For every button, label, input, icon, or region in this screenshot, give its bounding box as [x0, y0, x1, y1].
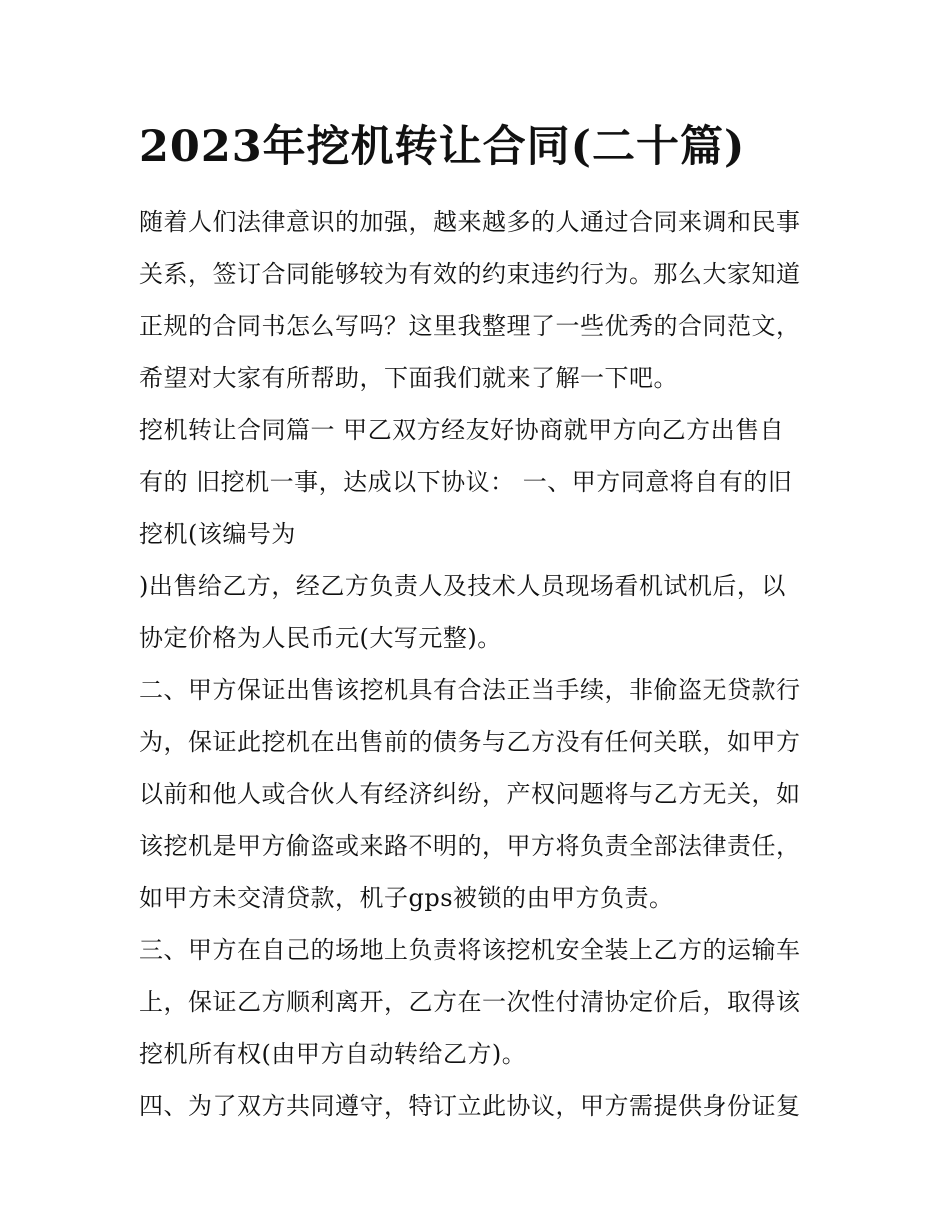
text-line: 挖机所有权(由甲方自动转给乙方)。	[139, 1040, 527, 1068]
text-line: 希望对大家有所帮助，下面我们就来了解一下吧。	[139, 364, 678, 392]
document-body	[139, 196, 819, 1132]
text-line: 二、甲方保证出售该挖机具有合法正当手续，非偷盗无贷款行	[139, 676, 801, 704]
text-line: 三、甲方在自己的场地上负责将该挖机安全装上乙方的运输车	[139, 936, 801, 964]
text-line: 该挖机是甲方偷盗或来路不明的，甲方将负责全部法律责任，	[139, 832, 801, 860]
text-line: 四、为了双方共同遵守，特订立此协议，甲方需提供身份证复	[139, 1092, 801, 1120]
text-line: )出售给乙方，经乙方负责人及技术人员现场看机试机后，以	[139, 572, 786, 600]
text-line: 正规的合同书怎么写吗？这里我整理了一些优秀的合同范文，	[139, 312, 801, 340]
text-line: 挖机(该编号为	[139, 520, 296, 548]
text-line: 以前和他人或合伙人有经济纠纷，产权问题将与乙方无关，如	[139, 780, 801, 808]
text-line: 挖机转让合同篇一 甲乙双方经友好协商就甲方向乙方出售自	[139, 416, 785, 444]
text-line: 如甲方未交清贷款，机子gps被锁的由甲方负责。	[139, 884, 674, 912]
text-line: 有的 旧挖机一事，达成以下协议： 一、甲方同意将自有的旧	[139, 468, 793, 496]
document-title: 2023年挖机转让合同(二十篇)	[139, 122, 746, 172]
text-line: 为，保证此挖机在出售前的债务与乙方没有任何关联，如甲方	[139, 728, 801, 756]
text-line: 协定价格为人民币元(大写元整)。	[139, 624, 502, 652]
text-line: 随着人们法律意识的加强，越来越多的人通过合同来调和民事	[139, 208, 801, 236]
text-line: 上，保证乙方顺利离开，乙方在一次性付清协定价后，取得该	[139, 988, 801, 1016]
text-line: 关系，签订合同能够较为有效的约束违约行为。那么大家知道	[139, 260, 801, 288]
